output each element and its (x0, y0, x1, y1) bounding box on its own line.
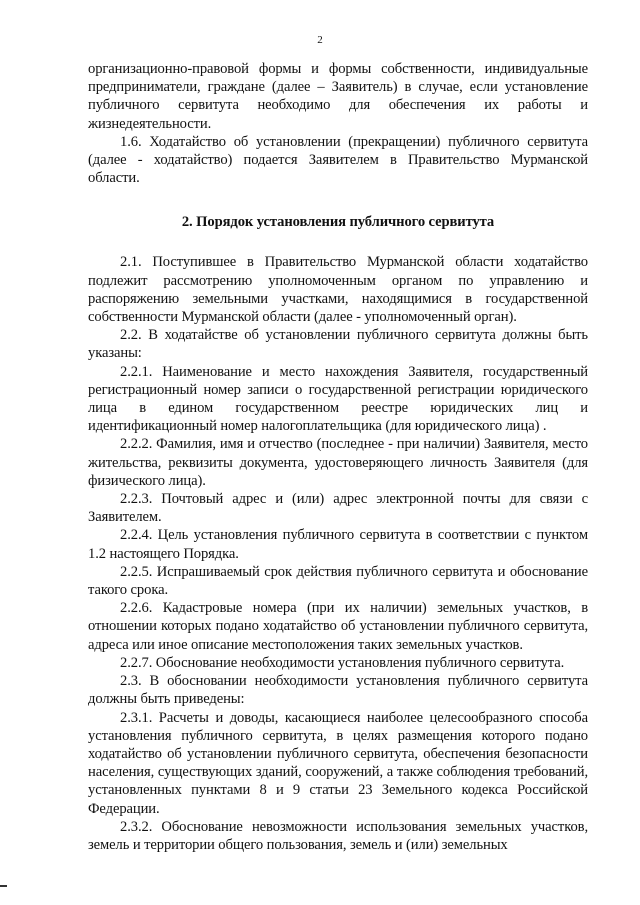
paragraph-2-2-7: 2.2.7. Обоснование необходимости установления публичного сервитута. (120, 654, 565, 671)
document-body (88, 60, 588, 854)
paragraph-2-2-1: 2.2.1. Наименование и место нахождения Заявителя, государственный регистрационный номер записи о государственной регистрации юридического лица в едином государственном реестре юридических лиц и идентификационный номер налогоплательщика (для юридического лица) . (88, 363, 588, 435)
paragraph-2-2-6: 2.2.6. Кадастровые номера (при их наличии) земельных участков, в отношении которых подано ходатайство об установлении публичного сервитута, адреса или иное описание местоположения таких земельных участков. (88, 600, 588, 653)
section-title: 2. Порядок установления публичного сервитута (181, 214, 495, 231)
paragraph-2-2: 2.2. В ходатайстве об установлении публичного сервитута должны быть указаны: (88, 327, 588, 362)
paragraph-2-2-4: 2.2.4. Цель установления публичного сервитута в соответствии с пунктом 1.2 настоящего Порядка. (88, 527, 588, 562)
paragraph-2-2-3: 2.2.3. Почтовый адрес и (или) адрес электронной почты для связи с Заявителем. (88, 491, 588, 526)
scan-artifact-mark (0, 885, 7, 887)
paragraph-2-3-1: 2.3.1. Расчеты и доводы, касающиеся наиболее целесообразного способа установления публичного сервитута, в целях размещения которого подано ходатайство об установлении публичного сервитута, обеспечения безопасности населения, существующих зданий, сооружений, а также соблюдения требований, установленных пунктами 8 и 9 статьи 23 Земельного кодекса Российской Федерации. (88, 709, 588, 817)
page-number: 2 (317, 34, 323, 46)
paragraph-2-3: 2.3. В обосновании необходимости установления публичного сервитута должны быть приведены: (88, 673, 588, 708)
paragraph-2-2-2: 2.2.2. Фамилия, имя и отчество (последнее - при наличии) Заявителя, место жительства, реквизиты документа, удостоверяющего личность Заявителя (для физического лица). (88, 436, 588, 489)
paragraph-2-1: 2.1. Поступившее в Правительство Мурманской области ходатайство подлежит рассмотрению уполномоченным органом по управлению и распоряжению земельными участками, находящимися в государственной собственности Мурманской области (далее - уполномоченный орган). (88, 254, 588, 326)
paragraph-1-6: 1.6. Ходатайство об установлении (прекращении) публичного сервитута (далее - ходатайство) подается Заявителем в Правительство Мурманской области. (88, 133, 588, 187)
paragraph-2-3-2: 2.3.2. Обоснование невозможности использования земельных участков, земель и территории общего пользования, земель и (или) земельных (88, 818, 588, 853)
paragraph-2-2-5: 2.2.5. Испрашиваемый срок действия публичного сервитута и обоснование такого срока. (88, 563, 588, 599)
intro-paragraph-continued: организационно-правовой формы и формы собственности, индивидуальные предприниматели, граждане (далее – Заявитель) в случае, если установление публичного сервитута необходимо для обеспечения их работы и жизнедеятельности. (88, 61, 588, 132)
